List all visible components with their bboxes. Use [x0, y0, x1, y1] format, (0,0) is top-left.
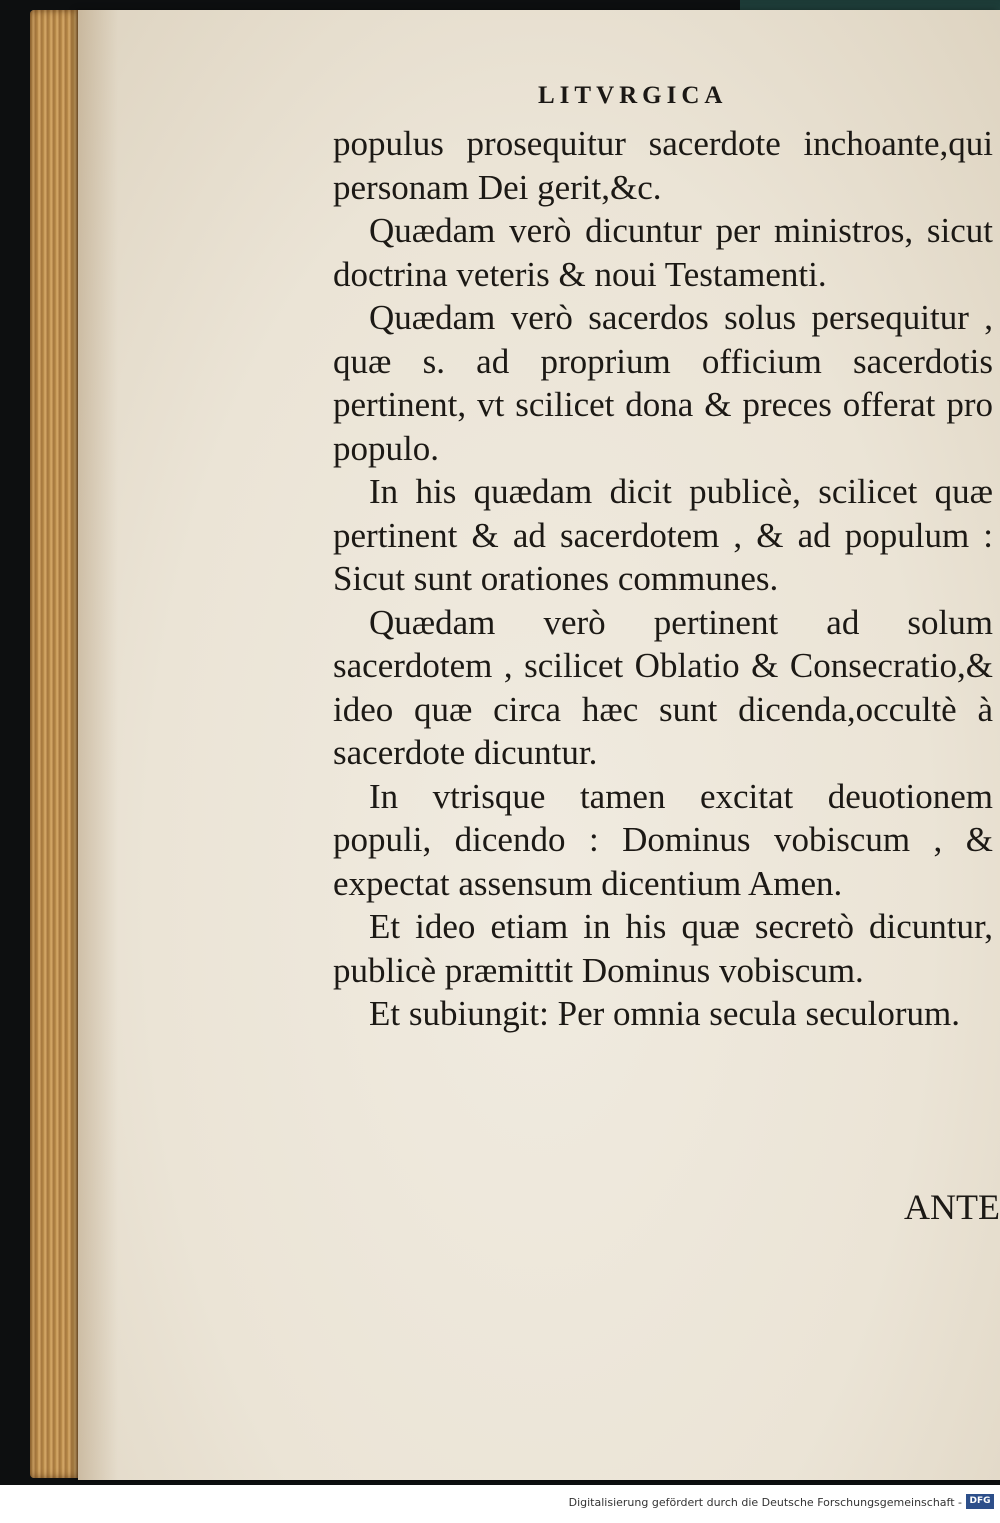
paragraph: Quædam verò sacerdos solus persequitur , quæ s. ad proprium officium sacerdotis pertinent, vt scilicet dona & preces offerat pro populo.	[333, 298, 993, 468]
paragraph: Et subiungit: Per omnia secula seculorum.	[369, 994, 961, 1033]
paragraph: In vtrisque tamen excitat deuotionem populi, dicendo : Dominus vobiscum , & expectat assensum dicentium Amen.	[333, 776, 993, 903]
catchword: ANTE	[904, 1187, 1000, 1227]
paragraph: In his quædam dicit publicè, scilicet quæ pertinent & ad sacerdotem , & ad populum : Sicut sunt orationes communes.	[333, 472, 993, 598]
paragraph: Quædam verò pertinent ad solum sacerdotem , scilicet Oblatio & Consecratio,& ideo quæ circa hæc sunt dicenda,occultè à sacerdote dicuntur.	[333, 602, 993, 772]
page-edges	[30, 10, 82, 1478]
footer-bar	[0, 1485, 1000, 1523]
paragraph: populus prosequitur sacerdote inchoante,qui personam Dei gerit,&c.	[333, 124, 993, 207]
body-text	[333, 122, 993, 1036]
paragraph: Et ideo etiam in his quæ secretò dicuntur, publicè præmittit Dominus vobiscum.	[333, 907, 993, 990]
book-page	[78, 10, 1000, 1480]
paragraph: Quædam verò dicuntur per ministros, sicut doctrina veteris & noui Testamenti.	[333, 211, 993, 294]
running-head: LITVRGICA	[538, 82, 728, 109]
dfg-logo: DFG	[966, 1494, 994, 1509]
funding-credit: Digitalisierung gefördert durch die Deutsche Forschungsgemeinschaft -	[568, 1496, 962, 1509]
